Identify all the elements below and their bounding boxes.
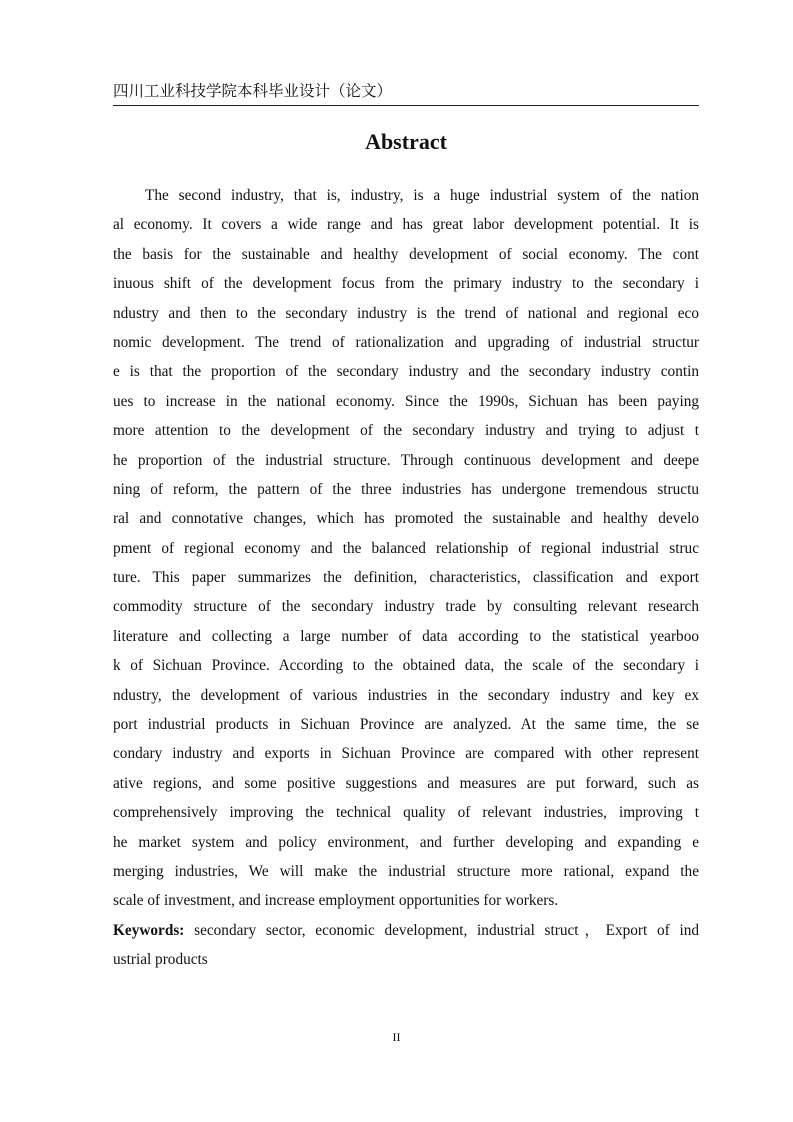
header-divider	[113, 105, 699, 106]
abstract-line: merging industries, We will make the industrial structure more rational, expand the	[113, 862, 699, 880]
abstract-line: ning of reform, the pattern of the three industries has undergone tremendous structu	[113, 480, 699, 498]
abstract-line: k of Sichuan Province. According to the obtained data, the scale of the secondary i	[113, 657, 699, 675]
abstract-line: scale of investment, and increase employment opportunities for workers.	[113, 892, 559, 910]
keywords-line-continued: ustrial products	[113, 951, 208, 969]
abstract-body	[113, 181, 699, 975]
abstract-line: comprehensively improving the technical quality of relevant industries, improving t	[113, 804, 699, 822]
abstract-line: ndustry and then to the secondary industry is the trend of national and regional eco	[113, 304, 699, 322]
abstract-line: ndustry, the development of various industries in the secondary industry and key ex	[113, 686, 699, 704]
abstract-title: Abstract	[365, 129, 447, 154]
abstract-line: he proportion of the industrial structure. Through continuous development and deepe	[113, 451, 699, 469]
abstract-line: ative regions, and some positive suggestions and measures are put forward, such as	[113, 774, 699, 792]
abstract-line: the basis for the sustainable and healthy development of social economy. The cont	[113, 245, 699, 263]
abstract-line: al economy. It covers a wide range and has great labor development potential. It is	[113, 216, 699, 234]
abstract-line: The second industry, that is, industry, is a huge industrial system of the nation	[145, 187, 699, 204]
abstract-line: ues to increase in the national economy. Since the 1990s, Sichuan has been paying	[113, 392, 699, 410]
abstract-line: ral and connotative changes, which has promoted the sustainable and healthy develo	[113, 510, 699, 528]
abstract-line: condary industry and exports in Sichuan Province are compared with other represent	[113, 745, 699, 763]
abstract-line: he market system and policy environment, and further developing and expanding e	[113, 833, 699, 851]
abstract-line: inuous shift of the development focus from the primary industry to the secondary i	[113, 275, 699, 293]
keywords-label: Keywords:	[113, 921, 185, 939]
keywords-line	[113, 916, 699, 945]
abstract-line: more attention to the development of the secondary industry and trying to adjust t	[113, 422, 699, 440]
page-header: 四川工业科技学院本科毕业设计（论文）	[113, 82, 393, 100]
abstract-line: commodity structure of the secondary industry trade by consulting relevant research	[113, 598, 699, 616]
abstract-line: nomic development. The trend of rationalization and upgrading of industrial structur	[113, 333, 699, 351]
abstract-line: port industrial products in Sichuan Province are analyzed. At the same time, the se	[113, 716, 699, 734]
abstract-line: literature and collecting a large number of data according to the statistical yearboo	[113, 627, 699, 645]
page-number: II	[392, 1030, 401, 1044]
abstract-line: ture. This paper summarizes the definition, characteristics, classification and export	[113, 569, 699, 587]
abstract-line: pment of regional economy and the balanced relationship of regional industrial struc	[113, 539, 699, 557]
keywords-text: secondary sector, economic development, industrial struct，Export of ind	[184, 921, 699, 939]
abstract-line: e is that the proportion of the secondary industry and the secondary industry contin	[113, 363, 699, 381]
